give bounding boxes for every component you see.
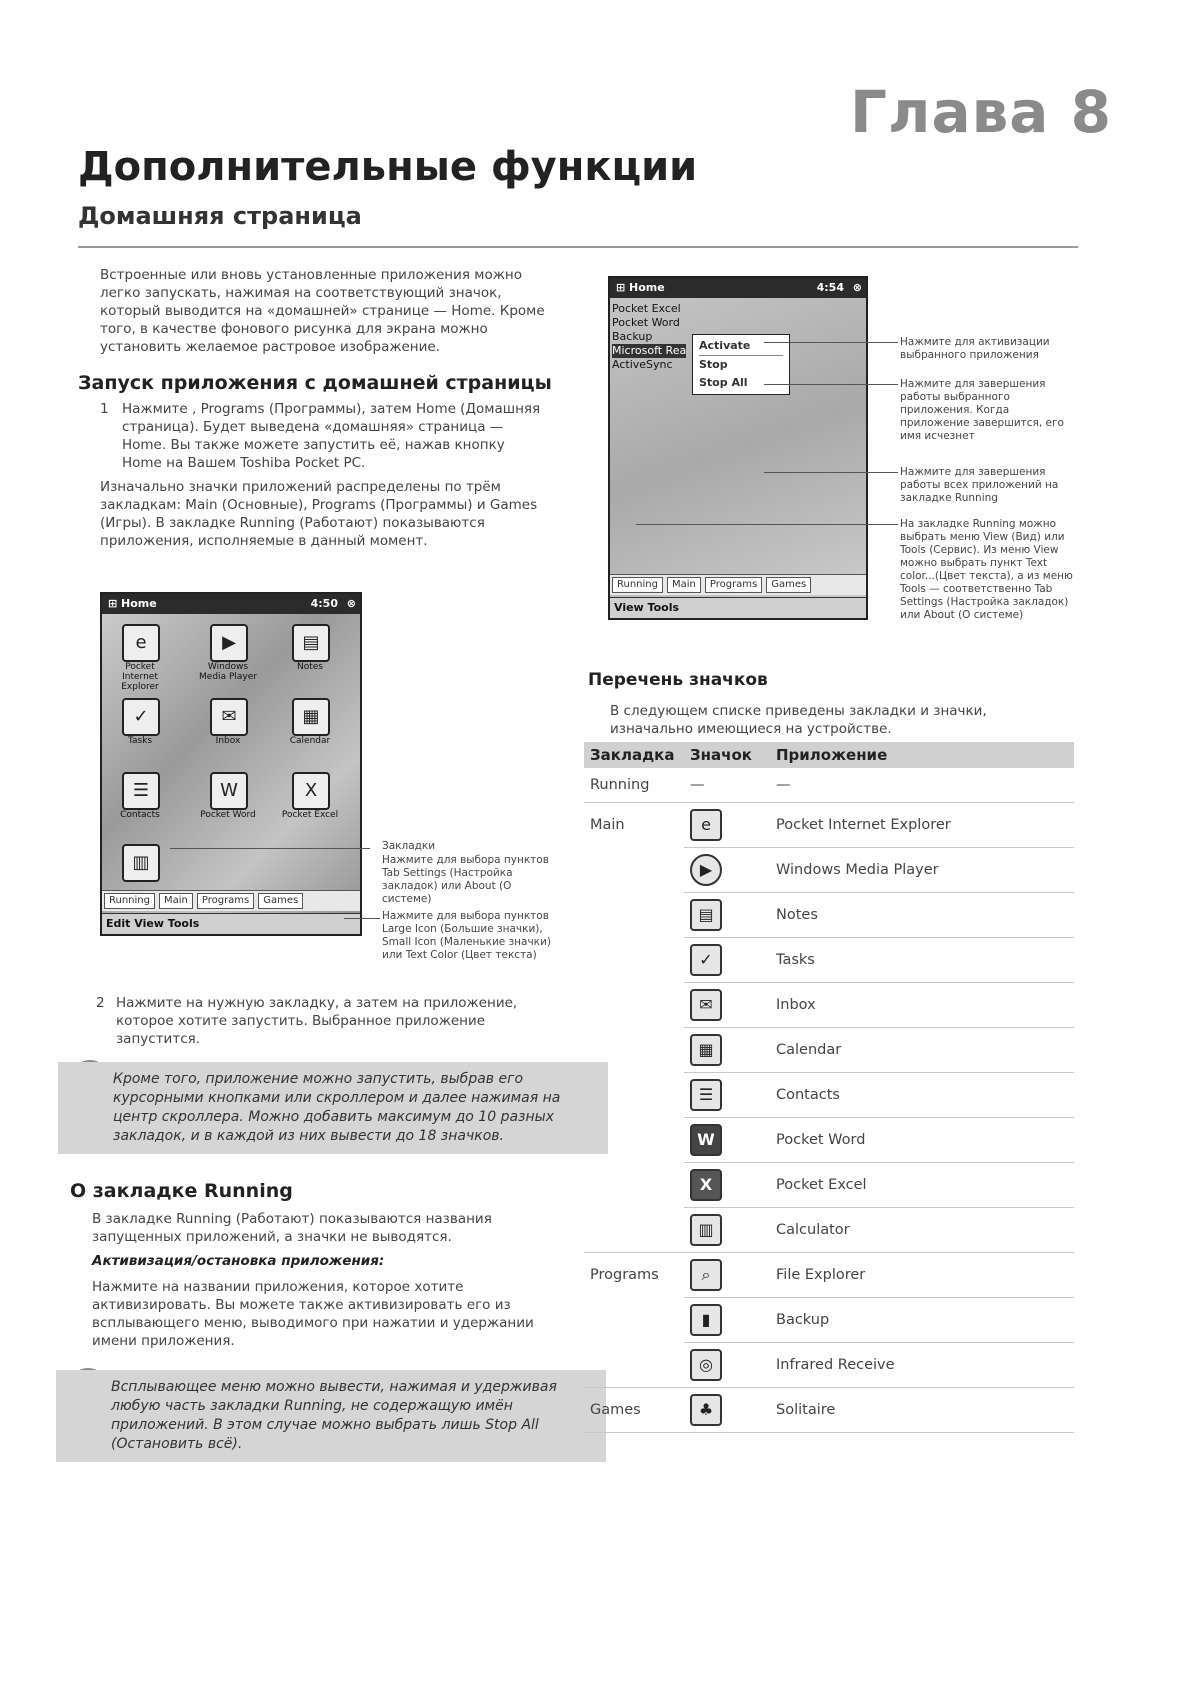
menu-item-activate[interactable]: Activate: [699, 337, 783, 356]
header-icon: Значок: [684, 742, 770, 768]
icons-intro: В следующем списке приведены закладки и значки, изначально имеющиеся на устройстве.: [610, 703, 987, 737]
running-item[interactable]: Pocket Excel: [612, 302, 681, 315]
empty-icon: —: [684, 768, 770, 802]
calculator-icon: ▥: [690, 1214, 722, 1246]
running-item[interactable]: Pocket Word: [612, 316, 680, 329]
callout-activate: Нажмите для активизации выбранного приложения: [900, 336, 1050, 361]
icons-table: [584, 742, 1074, 1433]
inbox-app-icon: ✉: [210, 698, 248, 736]
table-row: ✓ Tasks: [584, 937, 1074, 982]
home-screen-image: ⊞ Home 4:50 ⊗ e Pocket Internet Explorer ▶ Windows Media Player ▤ Notes ✓ Tasks ✉ Inbox ▦ Calendar ☰ Contacts W Pocket Word X Pocket Excel ▥ Running Main Programs Games Edit View Tools: [100, 592, 362, 936]
notes-icon: ▤: [690, 899, 722, 931]
callout-stop: Нажмите для завершения работы выбранного приложения. Когда приложение завершится, его имя исчезнет: [900, 378, 1064, 442]
table-row: ▥ Calculator: [584, 1207, 1074, 1252]
note-scroller: Кроме того, приложение можно запустить, выбрав его курсорными кнопками или скроллером и далее нажимая на центр скроллера. Можно добавить максимум до 10 разных закладок, и в каждой из них вывести до 18 значков.: [58, 1062, 608, 1154]
tab-main[interactable]: Main: [159, 893, 193, 909]
running-item[interactable]: ActiveSync: [612, 358, 673, 371]
start-flag-icon: ⊞: [616, 281, 630, 294]
ie-icon: e: [690, 809, 722, 841]
popup-menu[interactable]: [692, 334, 790, 395]
table-row: Programs ⌕ File Explorer: [584, 1252, 1074, 1297]
tab-games[interactable]: Games: [766, 577, 811, 593]
close-icon: ⊗: [346, 597, 356, 610]
callout-stop-all: Нажмите для завершения работы всех приложений на закладке Running: [900, 466, 1059, 504]
section-title: Домашняя страница: [78, 202, 362, 230]
contacts-app-icon: ☰: [122, 772, 160, 810]
table-row: W Pocket Word: [584, 1117, 1074, 1162]
table-row: ▮ Backup: [584, 1297, 1074, 1342]
word-icon: W: [690, 1124, 722, 1156]
menu-item-stop-all[interactable]: Stop All: [699, 376, 748, 389]
tab-running[interactable]: Running: [104, 893, 155, 909]
activate-paragraph: Нажмите на названии приложения, которое хотите активизировать. Вы можете также активизировать его из всплывающего меню, выводимого при нажатии и удержании имени приложения.: [92, 1279, 534, 1349]
tab-programs[interactable]: Programs: [197, 893, 254, 909]
calendar-icon: ▦: [690, 1034, 722, 1066]
inbox-icon: ✉: [690, 989, 722, 1021]
running-menu-bar[interactable]: View Tools: [610, 597, 866, 618]
header-app: Приложение: [770, 742, 1074, 768]
table-row: ☰ Contacts: [584, 1072, 1074, 1117]
step2-number: 2: [96, 995, 105, 1011]
tab-programs[interactable]: Programs: [705, 577, 762, 593]
step1-text: Нажмите , Programs (Программы), затем Home (Домашняя страница). Будет выведена «домашняя» страница — Home. Вы также можете запустить её, нажав кнопку Home на Вашем Toshiba Pocket PC.: [122, 401, 541, 471]
word-app-icon: W: [210, 772, 248, 810]
icons-heading: Перечень значков: [588, 670, 768, 690]
running-screen-image: [608, 276, 868, 620]
table-row: Main e Pocket Internet Explorer: [584, 802, 1074, 847]
excel-icon: X: [690, 1169, 722, 1201]
home-menu-bar[interactable]: Edit View Tools: [102, 913, 360, 934]
step1-number: 1: [100, 401, 109, 417]
table-row: X Pocket Excel: [584, 1162, 1074, 1207]
ie-app-icon: e: [122, 624, 160, 662]
file-explorer-icon: ⌕: [690, 1259, 722, 1291]
running-paragraph: В закладке Running (Работают) показываются названия запущенных приложений, а значки не выводятся.: [92, 1211, 492, 1245]
tasks-icon: ✓: [690, 944, 722, 976]
callout-view-tools: На закладке Running можно выбрать меню View (Вид) или Tools (Сервис). Из меню View можно выбрать пункт Text color...(Цвет текста), а из меню Tools — соответственно Tab Settings (Настройка закладок) или About (О системе): [900, 518, 1073, 621]
step2-text: Нажмите на нужную закладку, а затем на приложение, которое хотите запустить. Выбранное приложение запустится.: [116, 995, 518, 1047]
table-row: Games ♣ Solitaire: [584, 1387, 1074, 1432]
callout-tab-settings: Нажмите для выбора пунктов Tab Settings (Настройка закладок) или About (О системе): [382, 854, 549, 905]
start-flag-icon: ⊞: [108, 597, 122, 610]
tab-main[interactable]: Main: [667, 577, 701, 593]
launch-paragraph: Изначально значки приложений распределены по трём закладкам: Main (Основные), Programs (Программы) и Games (Игры). В закладке Running (Работают) показываются приложения, исполняемые в данный момент.: [100, 479, 538, 549]
calculator-app-icon: ▥: [122, 844, 160, 882]
note-popup-menu: Всплывающее меню можно вывести, нажимая и удерживая любую часть закладки Running, не содержащую имён приложений. В этом случае можно выбрать лишь Stop All (Остановить всё).: [56, 1370, 606, 1462]
close-icon: ⊗: [852, 281, 862, 294]
running-item[interactable]: Microsoft Rea: [612, 344, 687, 357]
running-item[interactable]: Backup: [612, 330, 653, 343]
calendar-app-icon: ▦: [292, 698, 330, 736]
media-player-icon: ▶: [690, 854, 722, 886]
contacts-icon: ☰: [690, 1079, 722, 1111]
title-rule: [78, 246, 1078, 248]
table-row: ◎ Infrared Receive: [584, 1342, 1074, 1387]
running-list[interactable]: [612, 302, 686, 372]
page-title: Дополнительные функции: [78, 144, 698, 190]
notes-app-icon: ▤: [292, 624, 330, 662]
activate-subheading: Активизация/остановка приложения:: [92, 1253, 385, 1269]
table-row: ▦ Calendar: [584, 1027, 1074, 1072]
chapter-number: Глава 8: [850, 78, 1112, 146]
backup-icon: ▮: [690, 1304, 722, 1336]
excel-app-icon: X: [292, 772, 330, 810]
intro-paragraph: Встроенные или вновь установленные приложения можно легко запускать, нажимая на соответствующий значок, который выводится на «домашней» странице — Home. Кроме того, в качестве фонового рисунка для экрана можно установить желаемое растровое изображение.: [100, 267, 545, 355]
tasks-app-icon: ✓: [122, 698, 160, 736]
menu-item-stop[interactable]: Stop: [699, 358, 728, 371]
running-tabs[interactable]: [610, 574, 866, 595]
table-row: ▶ Windows Media Player: [584, 847, 1074, 892]
header-tab: Закладка: [584, 742, 684, 768]
table-row: Running — —: [584, 768, 1074, 802]
table-row: ✉ Inbox: [584, 982, 1074, 1027]
tab-games[interactable]: Games: [258, 893, 303, 909]
table-row: ▤ Notes: [584, 892, 1074, 937]
running-title-bar: ⊞ Home 4:54 ⊗: [610, 278, 866, 298]
media-player-app-icon: ▶: [210, 624, 248, 662]
running-heading: О закладке Running: [70, 1180, 293, 1202]
home-title-bar: ⊞ Home 4:50 ⊗: [102, 594, 360, 614]
launch-heading: Запуск приложения с домашней страницы: [78, 372, 552, 394]
tab-running[interactable]: Running: [612, 577, 663, 593]
callout-tabs: Закладки: [382, 840, 436, 852]
infrared-icon: ◎: [690, 1349, 722, 1381]
solitaire-icon: ♣: [690, 1394, 722, 1426]
home-tabs[interactable]: [102, 890, 360, 911]
callout-view-options: Нажмите для выбора пунктов Large Icon (Большие значки), Small Icon (Маленькие значки) или Text Color (Цвет текста): [382, 910, 551, 961]
